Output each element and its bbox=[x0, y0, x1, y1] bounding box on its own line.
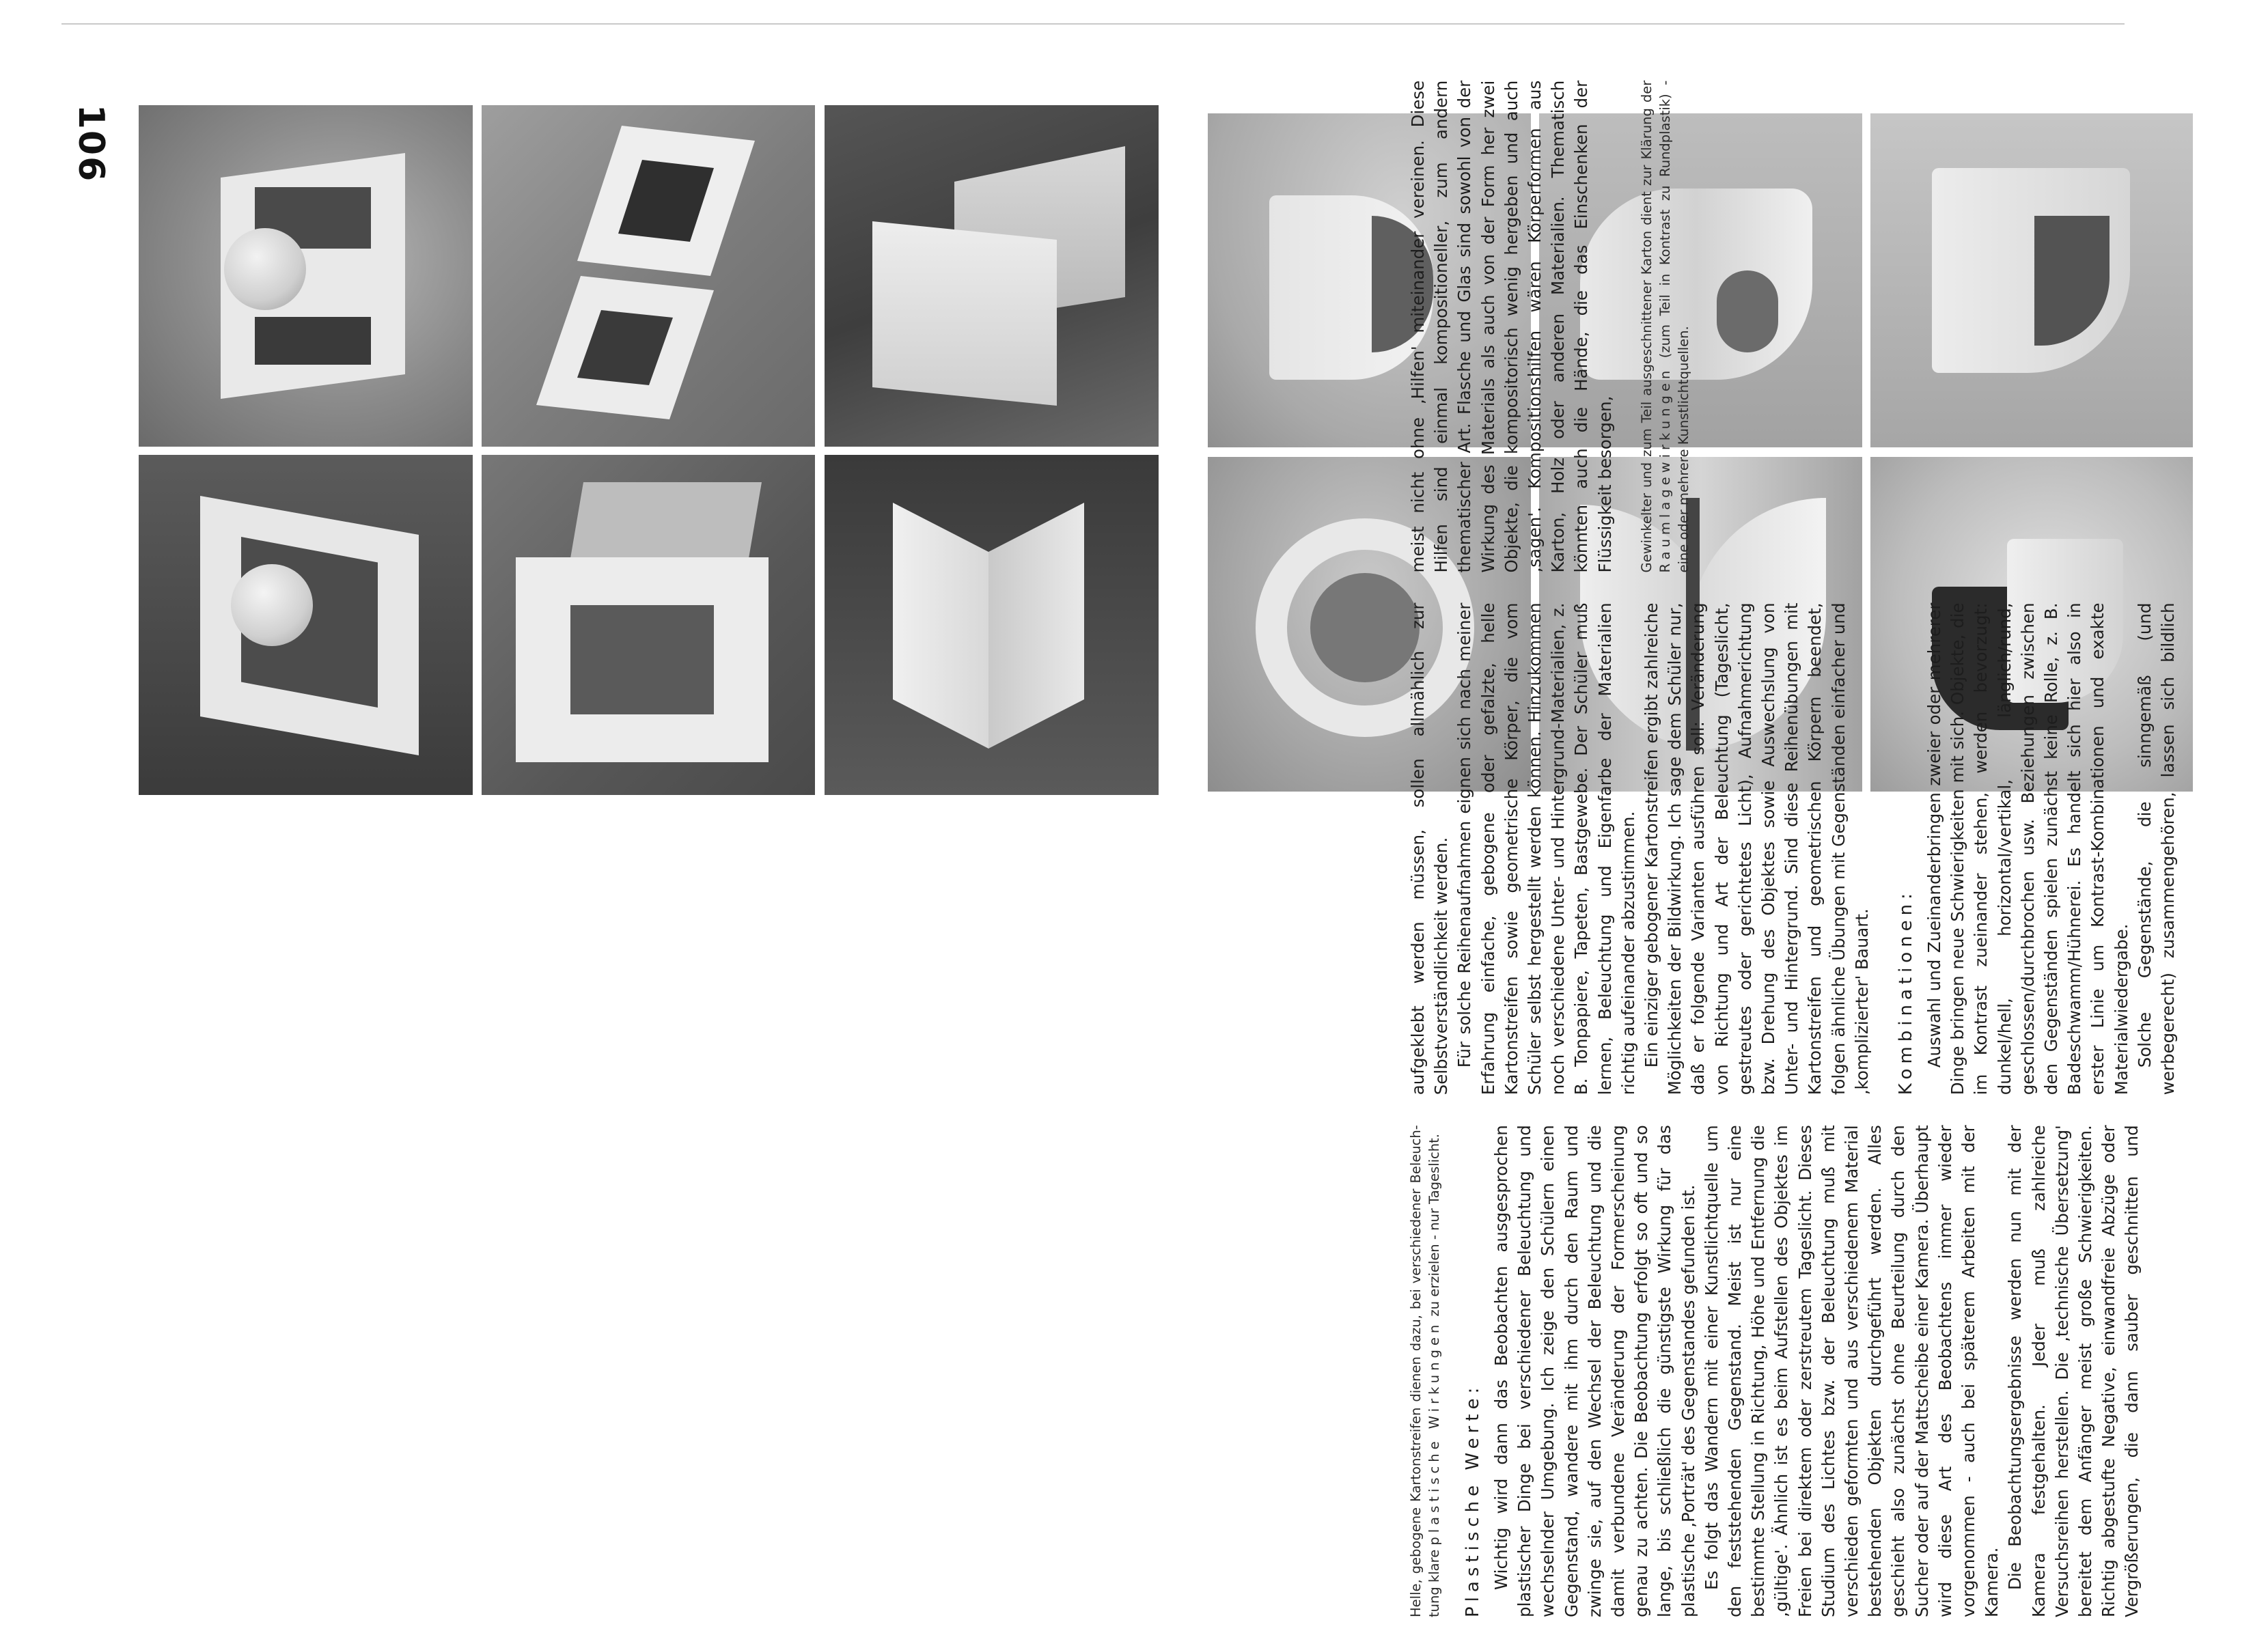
paragraph: Es folgt das Wandern mit einer Kunstlichtquelle um den feststehenden Gegenstand. Meist ist nur eine bestimmte Stellung in Richtung, Höhe und Entfernung die ‚gültige'. Ähnlich ist es beim Aufstellen des Objektes im Freien bei direktem oder zerstreutem Tageslicht. Dieses Studium des Lichtes bzw. der Beleuchtung muß mit verschieden geformten und aus verschiedenem Material bestehenden Objekten durchgeführt werden. Alles geschieht also zunächst ohne Beurteilung durch den Sucher oder auf der Mattscheibe einer Kamera. Überhaupt wird diese Art des Beobachtens immer wieder vorgenommen - auch bei späterem Arbeiten mit der Kamera. bbox=[1701, 1125, 2002, 1617]
heading-plastische-werte: Plastische Werte: bbox=[1463, 1382, 1483, 1617]
loop-shadow bbox=[1310, 573, 1420, 682]
caption-top: Helle, gebogene Kartonstreifen dienen dazu, bei verschiedener Beleuch- tung klare plastische Wirkungen zu erzielen - nur Tageslicht. bbox=[1408, 1125, 1442, 1617]
page-number: 106 bbox=[70, 104, 111, 183]
photo-left-3 bbox=[825, 105, 1159, 447]
ball bbox=[231, 564, 313, 646]
heading-kombinationen: Kombinationen: bbox=[1896, 889, 1917, 1095]
paragraph: Die Beobachtungsergebnisse werden nun mit der Kamera festgehalten. Jeder muß zahlreiche Versuchsreihen herstellen. Die ‚technische Übersetzung' bereitet dem Anfänger meist große Schwierigkeiten. Richtig abgestufte Negative, einwandfreie Abzüge oder Vergrößerungen, die dann sauber geschnitten und aufgeklebt werden müssen, sollen allmählich zur Selbstverständlichkeit werden. bbox=[1408, 602, 2142, 1617]
photo-left-4 bbox=[139, 455, 473, 795]
frame-window bbox=[570, 605, 714, 714]
paragraph: Für solche Reihenaufnahmen eignen sich nach meiner Erfahrung einfache, gebogene oder gefalzte, helle Kartonstreifen sowie geometrische Körper, die vom Schüler selbst hergestellt werden können. Hinzukommen noch verschiedene Unter- und Hintergrund-Materialien, z. B. Tonpapiere, Tapeten, Bastgewebe. Der Schüler muß lernen, Beleuchtung und Eigenfarbe der Materialien richtig aufeinander abzustimmen. bbox=[1454, 602, 1638, 1095]
caption-bottom: Gewinkelter und zum Teil ausgeschnittener Karton dient zur Klärung der Raumlagewirkungen (zum Teil in Kontrast zu Rundplastik) - eine oder mehrere Kunstlichtquellen. bbox=[1638, 80, 1691, 573]
frame-window-lower bbox=[255, 317, 371, 365]
paragraph: Auswahl und Zueinanderbringen zweier oder mehrerer Dinge bringen neue Schwierigkeiten mit sich. Objekte, die im Kontrast zueinander stehen, werden bevorzugt: dunkel/hell, horizontal/vertikal, länglich/rund, geschlossen/durchbrochen usw. Beziehungen zwischen den Gegenständen spielen zunächst keine Rolle, z. B. Badeschwamm/Hühnerei. Es handelt sich hier also in erster Linie um Kontrast-Kombinationen und exakte Materialwiedergabe. bbox=[1924, 602, 2131, 1095]
paragraph: Ein einziger gebogener Kartonstreifen ergibt zahlreiche Möglichkeiten der Bildwirkung. Ich sage dem Schüler nur, daß er folgende Varianten ausführen soll: Veränderung von Richtung und Art der Beleuchtung (Tageslicht, gestreutes oder gerichtetes Licht), Aufnahmerichtung bzw. Drehung des Objektes sowie Auswechslung von Unter- und Hintergrund. Sind diese Reihenübungen mit Kartonstreifen und geometrischen Körpern beendet, folgen ähnliche Übungen mit Gegenständen einfacher und ‚komplizierter' Bauart. bbox=[1642, 602, 1872, 1095]
text-area bbox=[1407, 0, 2183, 1617]
paragraph: Solche Gegenstände, die sinngemäß (und werbegerecht) zusammengehören, lassen sich bildlich meist nicht ohne ‚Hilfen' miteinander vereinen. Diese Hilfen sind einmal kompositioneller, zum andern thematischer Art. Flasche und Glas sind sowohl von der Wirkung des Materials als auch von der Form her zwei Objekte, die kompositorisch wenig hergeben und auch ‚sagen'. Kompositionshilfen wären Körperformen aus Karton, Holz oder anderen Materialien. Thematisch könnten auch die Hände, die das Einschenken der Flüssigkeit besorgen, bbox=[1408, 80, 2179, 1095]
photo-left-6 bbox=[825, 455, 1159, 795]
photo-left-2 bbox=[482, 105, 815, 447]
photo-left-1 bbox=[139, 105, 473, 447]
photo-left-5 bbox=[482, 455, 815, 795]
paragraph: Wichtig wird dann das Beobachten ausgesprochen plastischer Dinge bei verschiedener Beleuchtung und wechselnder Umgebung. Ich zeige den Schülern einen Gegenstand, wandere mit ihm durch den Raum und zwinge sie, auf den Wechsel der Beleuchtung und die damit verbundene Veränderung der Formerscheinung genau zu achten. Die Beobachtung erfolgt so oft und so lange, bis schließlich die günstigste Wirkung für das plastische ‚Porträt' des Gegenstandes gefunden ist. bbox=[1491, 1125, 1698, 1617]
folded-sheet-front bbox=[872, 221, 1057, 406]
ball bbox=[224, 228, 306, 310]
